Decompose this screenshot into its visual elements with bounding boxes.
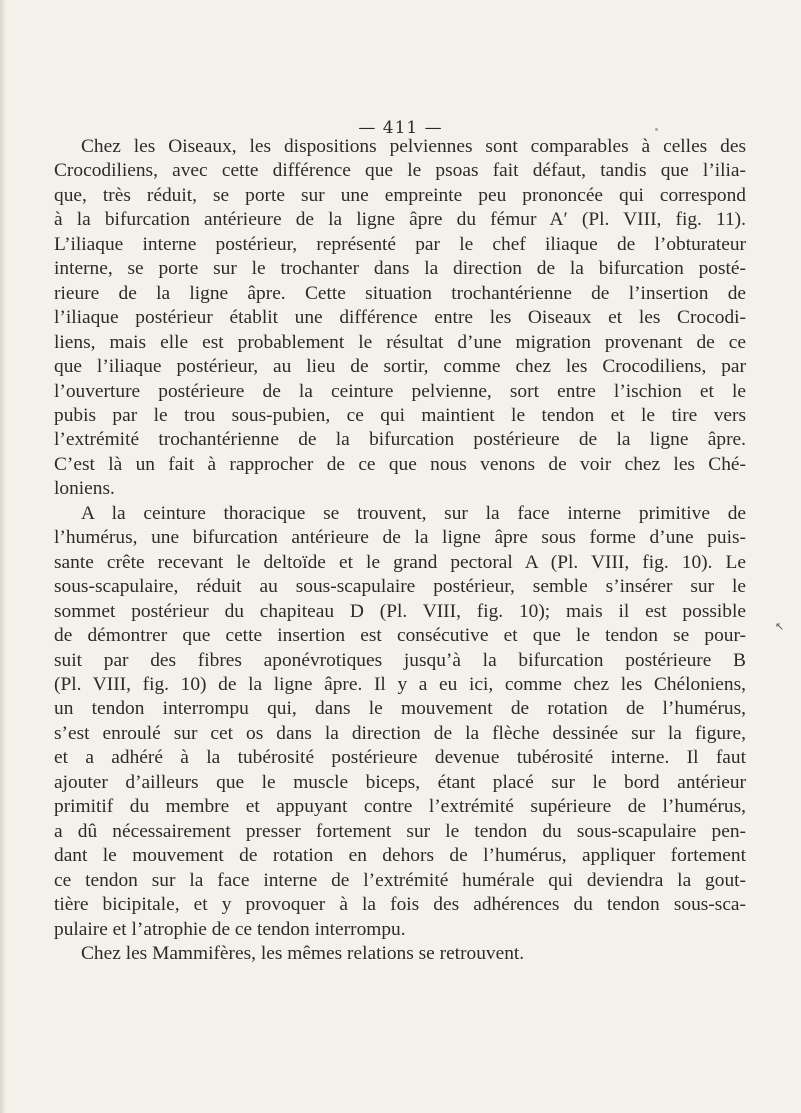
- text-line: dant le mouvement de rotation en dehors de l’humérus, appliquer fortement: [54, 845, 746, 867]
- text-line: Chez les Mammifères, les mêmes relations se retrouvent.: [81, 942, 525, 964]
- text-line: suit par des fibres aponévrotiques jusqu’à la bifurcation postérieure B: [54, 649, 746, 671]
- text-line: de démontrer que cette insertion est consécutive et que le tendon se pour-: [54, 625, 746, 647]
- body-text: [54, 135, 746, 966]
- page-binding-shadow: [0, 0, 6, 1113]
- text-line: s’est enroulé sur cet os dans la direction de la flèche dessinée sur la figure,: [54, 722, 746, 744]
- text-line: pulaire et l’atrophie de ce tendon interrompu.: [54, 918, 406, 940]
- text-line: (Pl. VIII, fig. 10) de la ligne âpre. Il y a eu ici, comme chez les Chéloniens,: [54, 673, 746, 695]
- text-line: rieure de la ligne âpre. Cette situation trochantérienne de l’insertion de: [54, 282, 746, 304]
- page-number: — 411 —: [358, 118, 443, 138]
- text-line: un tendon interrompu qui, dans le mouvement de rotation de l’humérus,: [54, 698, 746, 720]
- text-line: primitif du membre et appuyant contre l’extrémité supérieure de l’humérus,: [54, 796, 746, 818]
- text-line: et a adhéré à la tubérosité postérieure devenue tubérosité interne. Il faut: [54, 747, 746, 769]
- text-line: Crocodiliens, avec cette différence que le psoas fait défaut, tandis que l’ilia-: [54, 160, 746, 182]
- text-line: tière bicipitale, et y provoquer à la fois des adhérences du tendon sous-sca-: [54, 894, 746, 916]
- text-line: pubis par le trou sous-pubien, ce qui maintient le tendon et le tire vers: [54, 404, 746, 426]
- text-line: l’iliaque postérieur établit une différence entre les Oiseaux et les Crocodi-: [54, 307, 746, 329]
- text-line: que l’iliaque postérieur, au lieu de sortir, comme chez les Crocodiliens, par: [54, 356, 746, 378]
- text-line: C’est là un fait à rapprocher de ce que nous venons de voir chez les Ché-: [54, 453, 746, 475]
- text-line: l’extrémité trochantérienne de la bifurcation postérieure de la ligne âpre.: [54, 429, 746, 451]
- text-line: L’iliaque interne postérieur, représenté par le chef iliaque de l’obturateur: [54, 233, 746, 255]
- text-line: loniens.: [54, 478, 115, 500]
- text-line: ajouter d’ailleurs que le muscle biceps, étant placé sur le bord antérieur: [54, 771, 746, 793]
- text-line: Chez les Oiseaux, les dispositions pelviennes sont comparables à celles des: [81, 136, 746, 157]
- text-line: interne, se porte sur le trochanter dans la direction de la bifurcation posté-: [54, 258, 746, 280]
- text-line: que, très réduit, se porte sur une empreinte peu prononcée qui correspond: [54, 184, 746, 206]
- text-line: sous-scapulaire, réduit au sous-scapulaire postérieur, semble s’insérer sur le: [54, 576, 746, 598]
- text-line: à la bifurcation antérieure de la ligne âpre du fémur A′ (Pl. VIII, fig. 11).: [54, 209, 746, 231]
- margin-arrow-mark: ↖: [775, 620, 785, 633]
- text-line: ce tendon sur la face interne de l’extrémité humérale qui deviendra la gout-: [54, 869, 746, 891]
- text-line: sante crête recevant le deltoïde et le grand pectoral A (Pl. VIII, fig. 10). Le: [54, 551, 746, 573]
- text-line: a dû nécessairement presser fortement sur le tendon du sous-scapulaire pen-: [54, 820, 746, 842]
- text-line: A la ceinture thoracique se trouvent, sur la face interne primitive de: [81, 502, 746, 524]
- text-line: l’humérus, une bifurcation antérieure de la ligne âpre sous forme d’une puis-: [54, 527, 746, 549]
- text-line: sommet postérieur du chapiteau D (Pl. VIII, fig. 10); mais il est possible: [54, 600, 746, 622]
- text-line: liens, mais elle est probablement le résultat d’une migration provenant de ce: [54, 331, 746, 353]
- text-line: l’ouverture postérieure de la ceinture pelvienne, sort entre l’ischion et le: [54, 380, 746, 402]
